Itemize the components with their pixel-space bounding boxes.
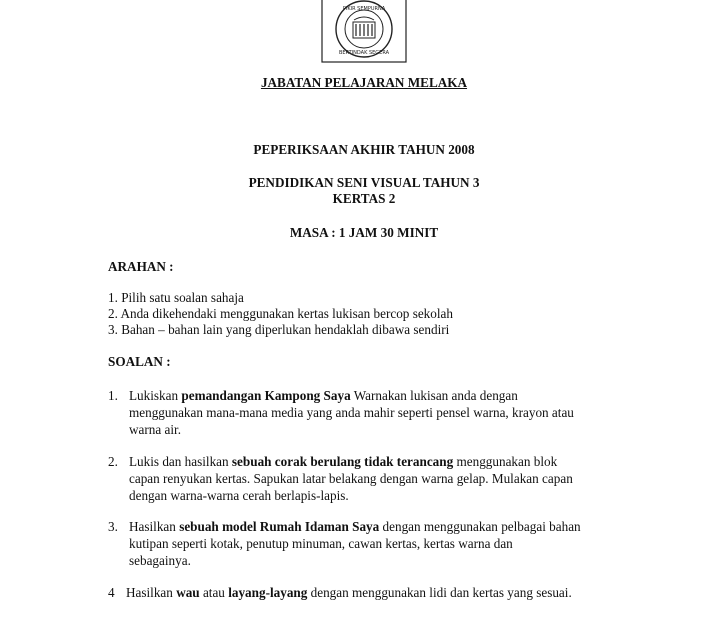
instruction-item: 1. Pilih satu soalan sahaja	[108, 290, 244, 305]
subject-title: PENDIDIKAN SENI VISUAL TAHUN 3	[248, 175, 480, 190]
instructions-heading: ARAHAN :	[108, 259, 174, 274]
question-keyword: sebuah model Rumah Idaman Saya	[179, 519, 380, 534]
question-keyword: pemandangan Kampong Saya	[181, 388, 351, 403]
organization-title: JABATAN PELAJARAN MELAKA	[260, 75, 468, 90]
question-number: 4	[108, 585, 115, 600]
exam-duration: MASA : 1 JAM 30 MINIT	[289, 225, 439, 240]
seal-bottom-text: BERTINDAK SEGERA	[338, 50, 390, 56]
question-number: 3.	[108, 519, 118, 534]
school-seal-logo	[321, 0, 407, 64]
question-3: 3. Hasilkan sebuah model Rumah Idaman Saya dengan menggunakan pelbagai bahan kutipan seperti kotak, penutup minuman, cawan kertas, kertas warna dan sebagainya.	[108, 519, 581, 568]
instruction-item: 3. Bahan – bahan lain yang diperlukan hendaklah dibawa sendiri	[108, 322, 450, 337]
exam-title: PEPERIKSAAN AKHIR TAHUN 2008	[253, 142, 475, 157]
questions-heading: SOALAN :	[108, 354, 171, 369]
question-1: 1. Lukiskan pemandangan Kampong Saya Warnakan lukisan anda dengan menggunakan mana-mana media yang anda mahir seperti pensel warna, krayon atau warna air.	[108, 388, 574, 437]
question-number: 2.	[108, 454, 118, 469]
question-2: 2. Lukis dan hasilkan sebuah corak berulang tidak terancang menggunakan blok capan renyukan kertas. Sapukan latar belakang dengan warna gelap. Mulakan capan dengan warna-warna cerah berlapis-lapis.	[108, 454, 573, 503]
seal-top-text: PIKIR SEMPURNA	[342, 6, 386, 12]
instruction-item: 2. Anda dikehendaki menggunakan kertas lukisan bercop sekolah	[108, 306, 453, 321]
question-number: 1.	[108, 388, 118, 403]
question-keyword: wau	[176, 585, 200, 600]
question-keyword: sebuah corak berulang tidak terancang	[231, 454, 454, 469]
question-keyword: layang-layang	[228, 585, 308, 600]
paper-title: KERTAS 2	[332, 191, 396, 206]
question-4: 4 Hasilkan wau atau layang-layang dengan menggunakan lidi dan kertas yang sesuai.	[108, 585, 572, 600]
